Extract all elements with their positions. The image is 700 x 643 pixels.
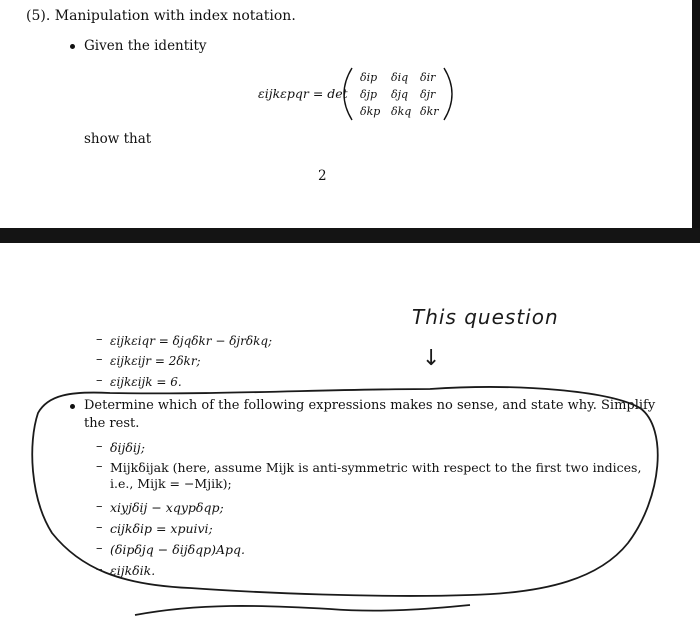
list-dash: – — [96, 352, 103, 367]
expression-item: xiyjδij − xqypδqp; — [110, 500, 224, 515]
expression-item-cont: i.e., Mijk = −Mjik); — [110, 476, 232, 491]
list-dash: – — [96, 459, 103, 474]
matrix-cell: δkq — [391, 105, 412, 118]
matrix-cell: δkp — [360, 105, 381, 118]
expression-item: (δipδjq − δijδqp)Apq. — [110, 542, 246, 557]
expression-item: cijkδip = xpuivi; — [110, 521, 213, 536]
page-edge-shadow — [692, 0, 700, 228]
show-that-text: show that — [84, 131, 152, 147]
matrix-brackets — [0, 0, 700, 228]
page-separator-band — [0, 228, 700, 243]
list-dash: – — [96, 562, 103, 577]
matrix-cell: δjq — [391, 88, 409, 101]
list-dash: – — [96, 520, 103, 535]
list-dash: – — [96, 541, 103, 556]
matrix-cell: δjr — [420, 88, 436, 101]
matrix-cell: δiq — [391, 71, 409, 84]
problem-heading: (5). Manipulation with index notation. — [26, 8, 296, 24]
determine-instruction-cont: the rest. — [84, 416, 140, 431]
page-bottom-sheet — [0, 243, 700, 643]
matrix-cell: δjp — [360, 88, 378, 101]
list-dash: – — [96, 499, 103, 514]
list-dash: – — [96, 439, 103, 454]
list-dash: – — [96, 332, 103, 347]
matrix-cell: δir — [420, 71, 436, 84]
page-number: 2 — [318, 168, 327, 184]
result-line: εijkεiqr = δjqδkr − δjrδkq; — [110, 334, 273, 348]
page-top-sheet — [0, 0, 692, 228]
list-dash: – — [96, 373, 103, 388]
handwritten-loop — [0, 243, 700, 643]
handwritten-annotation: This question — [412, 305, 559, 329]
handwritten-arrow: ↓ — [422, 346, 441, 371]
result-line: εijkεijk = 6. — [110, 375, 182, 389]
expression-item: δijδij; — [110, 440, 146, 455]
determine-instruction: Determine which of the following expressions makes no sense, and state why. Simplify — [84, 398, 656, 413]
expression-item: εijkδik. — [110, 563, 156, 578]
matrix-cell: δkr — [420, 105, 439, 118]
bullet-given-identity: Given the identity — [84, 38, 207, 54]
matrix-cell: δip — [360, 71, 378, 84]
expression-item: Mijkδijak (here, assume Mijk is anti-symmetric with respect to the first two indices, — [110, 460, 642, 475]
identity-lhs: εijkεpqr = det — [258, 86, 348, 101]
result-line: εijkεijr = 2δkr; — [110, 354, 201, 368]
